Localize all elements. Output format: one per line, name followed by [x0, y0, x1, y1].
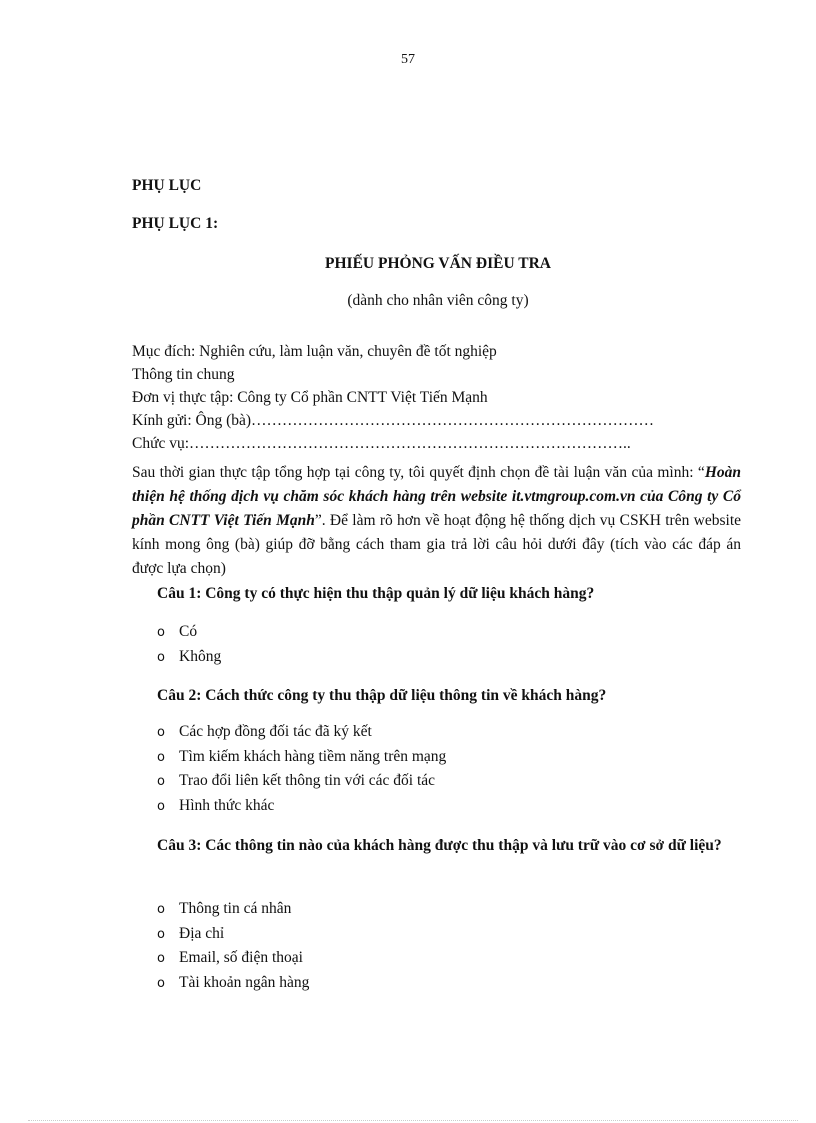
option-item[interactable] [157, 946, 309, 971]
purpose-line: Mục đích: Nghiên cứu, làm luận văn, chuyên đề tốt nghiệp [132, 343, 497, 360]
appendix-heading: PHỤ LỤC [132, 177, 202, 194]
option-item[interactable] [157, 922, 309, 947]
question-1-options [157, 620, 221, 669]
circle-bullet-icon: o [157, 951, 165, 966]
option-label: Thông tin cá nhân [179, 900, 292, 917]
general-info-block [132, 340, 742, 455]
circle-bullet-icon: o [157, 902, 165, 917]
option-label: Địa chỉ [179, 924, 225, 942]
circle-bullet-icon: o [157, 926, 165, 942]
option-label: Có [179, 623, 198, 640]
option-label: Trao đổi liên kết thông tin với các đối tác [179, 772, 436, 789]
question-3: Câu 3: Các thông tin nào của khách hàng được thu thập và lưu trữ vào cơ sở dữ liệu? [157, 837, 722, 854]
internship-unit-line: Đơn vị thực tập: Công ty Cổ phần CNTT Việt Tiến Mạnh [132, 389, 488, 406]
option-item[interactable] [157, 620, 221, 645]
option-item[interactable] [157, 794, 446, 819]
option-item[interactable] [157, 745, 446, 770]
addressee-line: Kính gửi: Ông (bà)…………………………………………………………………… [132, 412, 655, 429]
option-item[interactable] [157, 971, 309, 996]
survey-title: PHIẾU PHỎNG VẤN ĐIỀU TRA [325, 255, 551, 272]
question-2: Câu 2: Cách thức công ty thu thập dữ liệu thông tin về khách hàng? [157, 687, 607, 704]
option-item[interactable] [157, 720, 446, 745]
page-bottom-divider [28, 1120, 798, 1121]
survey-subtitle: (dành cho nhân viên công ty) [347, 292, 529, 309]
question-3-options [157, 897, 309, 995]
option-item[interactable] [157, 769, 446, 794]
circle-bullet-icon: o [157, 798, 165, 814]
circle-bullet-icon: o [157, 625, 165, 640]
option-item[interactable] [157, 645, 221, 670]
circle-bullet-icon: o [157, 749, 165, 765]
circle-bullet-icon: o [157, 649, 165, 665]
option-label: Email, số điện thoại [179, 949, 303, 966]
intro-text-start: Sau thời gian thực tập tổng hợp tại công ty, tôi quyết định chọn đề tài luận văn của mình: “ [132, 464, 705, 481]
question-2-options [157, 720, 446, 818]
option-label: Tài khoản ngân hàng [179, 973, 310, 991]
option-label: Không [179, 647, 222, 665]
general-info-label: Thông tin chung [132, 366, 235, 383]
intro-paragraph [132, 461, 741, 581]
page-number: 57 [401, 52, 415, 67]
circle-bullet-icon: o [157, 975, 165, 991]
thesis-topic: Hoàn thiện hệ thống dịch vụ chăm sóc khách hàng trên website it.vtmgroup.com.vn của Công ty Cổ phần CNTT Việt Tiến Mạnh [132, 464, 741, 529]
option-label: Tìm kiếm khách hàng tiềm năng trên mạng [179, 747, 447, 765]
option-label: Các hợp đồng đối tác đã ký kết [179, 723, 372, 740]
circle-bullet-icon: o [157, 774, 165, 789]
option-item[interactable] [157, 897, 309, 922]
position-line: Chức vụ:………………………………………………………………………….. [132, 435, 631, 452]
option-label: Hình thức khác [179, 796, 275, 814]
appendix-1-heading: PHỤ LỤC 1: [132, 215, 219, 232]
circle-bullet-icon: o [157, 725, 165, 740]
intro-text-end: ”. Để làm rõ hơn về hoạt động hệ thống dịch vụ CSKH trên website kính mong ông (bà) giúp đỡ bằng cách tham gia trả lời câu hỏi dưới đây (tích vào các đáp án được lựa chọn) [132, 512, 741, 577]
question-1: Câu 1: Công ty có thực hiện thu thập quản lý dữ liệu khách hàng? [157, 585, 595, 602]
